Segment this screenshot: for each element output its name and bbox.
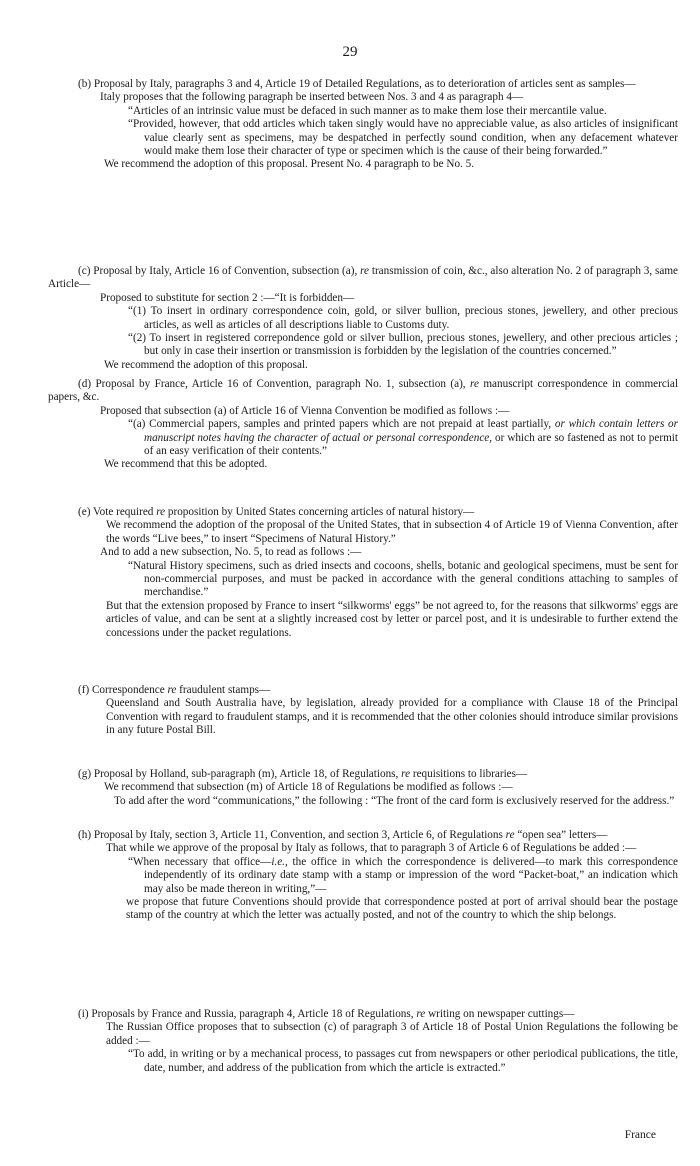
section-b-quote-2: “Provided, however, that odd articles which taken singly would have no appreciable value, as also articles of insignificant value clearly sent as specimens, may be despatched in perfectly sound condition, when any defacement whatever would make them lose their character of type or specimen which is the cause of their being forwarded.” [128, 118, 678, 158]
section-h-quote: “When necessary that office—i.e., the office in which the correspondence is delivered—to mark this correspondence independently of its ordinary date stamp with a stamp or impression of the word “Packet-boat,” an indication which may also be made thereon in writing,”— [128, 855, 678, 895]
section-b-heading: (b) Proposal by Italy, paragraphs 3 and 4, Article 19 of Detailed Regulations, as to deterioration of articles sent as samples— [78, 78, 636, 90]
section-e-para-3: But that the extension proposed by France to insert “silkworms' eggs” be not agreed to, for the reasons that silkworms' eggs are articles of value, and can be sent at a slightly increased cost by letter or parcel post, and it is undesirable to further extend the concessions under the packet regulations. [106, 599, 678, 639]
section-b [48, 78, 678, 172]
section-g-para-2: To add after the word “communications,” the following : “The front of the card form is exclusively reserved for the address.” [114, 794, 675, 807]
section-d-quote: “(a) Commercial papers, samples and printed papers which are not prepaid at least partially, or which contain letters or manuscript notes having the character of actual or personal correspondence, or which are so fastened as not to permit of an easy verification of their contents.” [128, 418, 679, 458]
section-d-intro: Proposed that subsection (a) of Article 16 of Vienna Convention be modified as follows :— [100, 404, 510, 417]
section-h-para-1: That while we approve of the proposal by Italy as follows, that to paragraph 3 of Article 6 of Regulations be added :— [106, 842, 637, 855]
section-f-para-1: Queensland and South Australia have, by legislation, already provided for a compliance with Clause 18 of the Principal Convention with regard to fraudulent stamps, and it is recommended that the other colonies should introduce similar provisions in any future Postal Bill. [106, 697, 678, 737]
section-f [48, 684, 678, 738]
section-g-para-1: We recommend that subsection (m) of Article 18 of Regulations be modified as follows :— [104, 781, 513, 794]
section-i-quote: “To add, in writing or by a mechanical process, to passages cut from newspapers or other periodical publications, the title, date, number, and address of the publication from which the article is extracted.” [128, 1048, 678, 1074]
section-h [48, 829, 678, 923]
section-f-heading: (f) Correspondence re fraudulent stamps— [78, 684, 271, 696]
section-e [48, 506, 678, 640]
section-e-para-1: We recommend the adoption of the proposal of the United States, that in subsection 4 of Article 19 of Vienna Convention, after the words “Live bees,” to insert “Specimens of Natural History.” [106, 519, 678, 545]
page-number: 29 [342, 44, 358, 60]
section-e-para-2: And to add a new subsection, No. 5, to read as follows :— [100, 546, 362, 559]
section-c-heading: (c) Proposal by Italy, Article 16 of Convention, subsection (a), re transmission of coin, &c., also alteration No. 2 of paragraph 3, same Article— [48, 265, 679, 291]
section-g [48, 768, 678, 808]
section-c-item-2: “(2) To insert in registered correpondence gold or silver bullion, precious stones, jewellery, and other precious articles ; but only in case their insertion or transmission is forbidden by the legislation of the countries concerned.” [128, 332, 678, 358]
section-c-item-1: “(1) To insert in ordinary correspondence coin, gold, or silver bullion, precious stones, jewellery, and other precious articles, as well as articles of all descriptions liable to Customs duty. [128, 305, 678, 331]
section-d [48, 378, 678, 472]
section-e-heading: (e) Vote required re proposition by United States concerning articles of natural history— [78, 506, 475, 518]
section-b-recommendation: We recommend the adoption of this proposal. Present No. 4 paragraph to be No. 5. [104, 158, 475, 171]
section-d-recommendation: We recommend that this be adopted. [104, 458, 268, 471]
section-i [48, 1008, 678, 1075]
section-c [48, 265, 678, 372]
section-g-heading: (g) Proposal by Holland, sub-paragraph (m), Article 18, of Regulations, re requisitions to libraries— [78, 768, 528, 780]
section-h-para-2: we propose that future Conventions should provide that correspondence posted at port of arrival should bear the postage stamp of the country at which the letter was actually posted, and not of the country to which the ship belongs. [126, 896, 678, 922]
section-i-para-1: The Russian Office proposes that to subsection (c) of paragraph 3 of Article 18 of Postal Union Regulations the following be added :— [106, 1021, 678, 1047]
catchword: France [624, 1129, 656, 1141]
section-i-heading: (i) Proposals by France and Russia, paragraph 4, Article 18 of Regulations, re writing on newspaper cuttings— [78, 1008, 575, 1020]
section-e-quote: “Natural History specimens, such as dried insects and cocoons, shells, botanic and geological specimens, must be sent for non-commercial purposes, and must be packed in accordance with the general conditions attaching to samples of merchandise.” [128, 559, 678, 599]
section-c-intro: Proposed to substitute for section 2 :—“It is forbidden— [100, 291, 355, 304]
section-b-quote-1: “Articles of an intrinsic value must be defaced in such manner as to make them lose their mercantile value. [128, 104, 607, 117]
section-d-heading: (d) Proposal by France, Article 16 of Convention, paragraph No. 1, subsection (a), re manuscript correspondence in commercial papers, &c. [48, 378, 678, 404]
section-h-heading: (h) Proposal by Italy, section 3, Article 11, Convention, and section 3, Article 6, of Regulations re “open sea” letters— [78, 829, 608, 841]
section-b-intro: Italy proposes that the following paragraph be inserted between Nos. 3 and 4 as paragraph 4— [100, 91, 524, 104]
section-c-recommendation: We recommend the adoption of this proposal. [104, 358, 308, 371]
